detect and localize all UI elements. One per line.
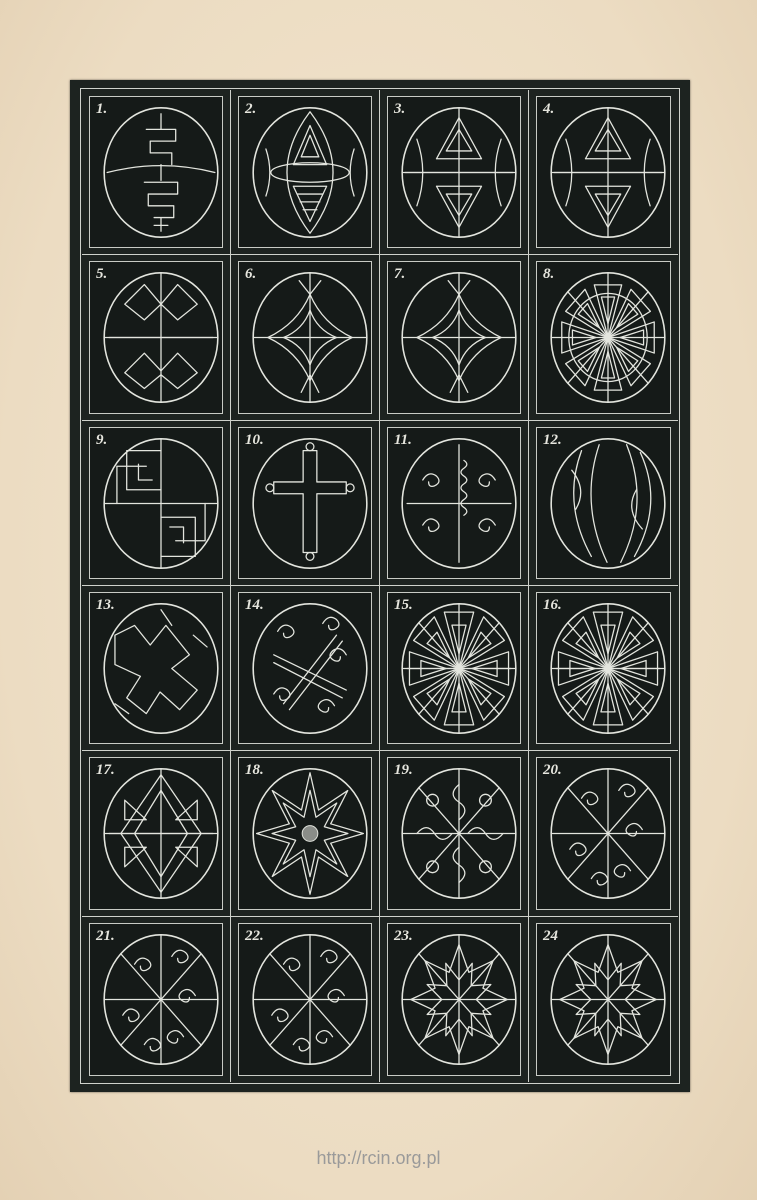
egg-cell — [380, 255, 529, 420]
pisanka-egg-drawing — [541, 761, 675, 906]
source-url: http://rcin.org.pl — [316, 1148, 441, 1168]
egg-number: 13. — [96, 596, 115, 613]
egg-panel — [89, 757, 223, 909]
pisanka-egg-drawing — [243, 761, 377, 906]
egg-number: 23. — [394, 927, 413, 944]
egg-number: 24 — [543, 927, 558, 944]
egg-panel — [89, 427, 223, 579]
pisanka-egg-drawing — [392, 100, 526, 245]
egg-panel — [238, 592, 372, 744]
pisanka-egg-drawing — [392, 761, 526, 906]
egg-number: 18. — [245, 762, 264, 779]
egg-cell — [529, 751, 678, 916]
egg-number: 1. — [96, 101, 108, 117]
egg-panel — [387, 757, 521, 909]
egg-cell — [380, 586, 529, 751]
egg-cell — [529, 586, 678, 751]
pisanka-egg-drawing — [541, 100, 675, 245]
egg-cell — [529, 255, 678, 420]
egg-cell — [231, 751, 380, 916]
egg-cell — [82, 90, 231, 255]
pisanka-egg-drawing — [392, 431, 526, 576]
egg-cell — [82, 751, 231, 916]
pisanka-egg-drawing — [243, 100, 377, 245]
egg-cell — [529, 90, 678, 255]
egg-grid — [82, 90, 678, 1082]
egg-number: 17. — [96, 762, 115, 779]
egg-number: 8. — [543, 266, 555, 283]
egg-panel — [536, 261, 671, 413]
egg-number: 4. — [543, 101, 555, 117]
pisanka-egg-drawing — [541, 265, 675, 410]
egg-cell — [82, 586, 231, 751]
egg-number: 10. — [245, 431, 264, 448]
egg-cell — [82, 255, 231, 420]
egg-panel — [387, 592, 521, 744]
egg-number: 2. — [245, 101, 257, 117]
pisanka-egg-drawing — [94, 265, 228, 410]
egg-number: 12. — [543, 431, 562, 448]
egg-cell — [231, 421, 380, 586]
egg-panel — [238, 261, 372, 413]
egg-panel — [387, 261, 521, 413]
pisanka-egg-drawing — [243, 596, 377, 741]
egg-number: 20. — [543, 762, 562, 779]
egg-number: 16. — [543, 596, 562, 613]
pisanka-egg-drawing — [392, 596, 526, 741]
egg-panel — [387, 923, 521, 1076]
egg-cell — [380, 751, 529, 916]
egg-panel — [89, 923, 223, 1076]
egg-cell — [231, 255, 380, 420]
pisanka-egg-drawing — [94, 927, 228, 1072]
egg-panel — [536, 592, 671, 744]
pisanka-egg-drawing — [243, 265, 377, 410]
egg-cell — [529, 917, 678, 1082]
egg-number: 22. — [245, 927, 264, 944]
egg-cell — [231, 90, 380, 255]
egg-number: 15. — [394, 596, 413, 613]
pisanka-egg-drawing — [243, 927, 377, 1072]
pisanka-egg-drawing — [541, 431, 675, 576]
egg-number: 7. — [394, 266, 406, 283]
egg-number: 11. — [394, 431, 412, 448]
pisanka-egg-drawing — [94, 431, 228, 576]
illustration-plate — [70, 80, 690, 1092]
pisanka-egg-drawing — [94, 596, 228, 741]
egg-panel — [536, 427, 671, 579]
egg-panel — [536, 96, 671, 248]
egg-number: 9. — [96, 431, 108, 448]
egg-panel — [89, 96, 223, 248]
egg-cell — [82, 917, 231, 1082]
egg-number: 5. — [96, 266, 108, 283]
egg-panel — [238, 96, 372, 248]
egg-cell — [529, 421, 678, 586]
egg-cell — [380, 421, 529, 586]
egg-number: 3. — [394, 101, 406, 117]
pisanka-egg-drawing — [541, 596, 675, 741]
egg-cell — [82, 421, 231, 586]
egg-panel — [238, 923, 372, 1076]
pisanka-egg-drawing — [541, 927, 675, 1072]
egg-panel — [387, 427, 521, 579]
egg-panel — [89, 592, 223, 744]
egg-number: 19. — [394, 762, 413, 779]
egg-panel — [238, 427, 372, 579]
egg-number: 6. — [245, 266, 257, 283]
pisanka-egg-drawing — [94, 100, 228, 245]
egg-cell — [231, 917, 380, 1082]
egg-panel — [387, 96, 521, 248]
egg-panel — [536, 923, 671, 1076]
egg-cell — [380, 90, 529, 255]
pisanka-egg-drawing — [94, 761, 228, 906]
egg-number: 21. — [96, 927, 115, 944]
egg-cell — [380, 917, 529, 1082]
pisanka-egg-drawing — [243, 431, 377, 576]
egg-panel — [536, 757, 671, 909]
pisanka-egg-drawing — [392, 265, 526, 410]
egg-panel — [89, 261, 223, 413]
egg-panel — [238, 757, 372, 909]
egg-cell — [231, 586, 380, 751]
egg-number: 14. — [245, 596, 264, 613]
pisanka-egg-drawing — [392, 927, 526, 1072]
